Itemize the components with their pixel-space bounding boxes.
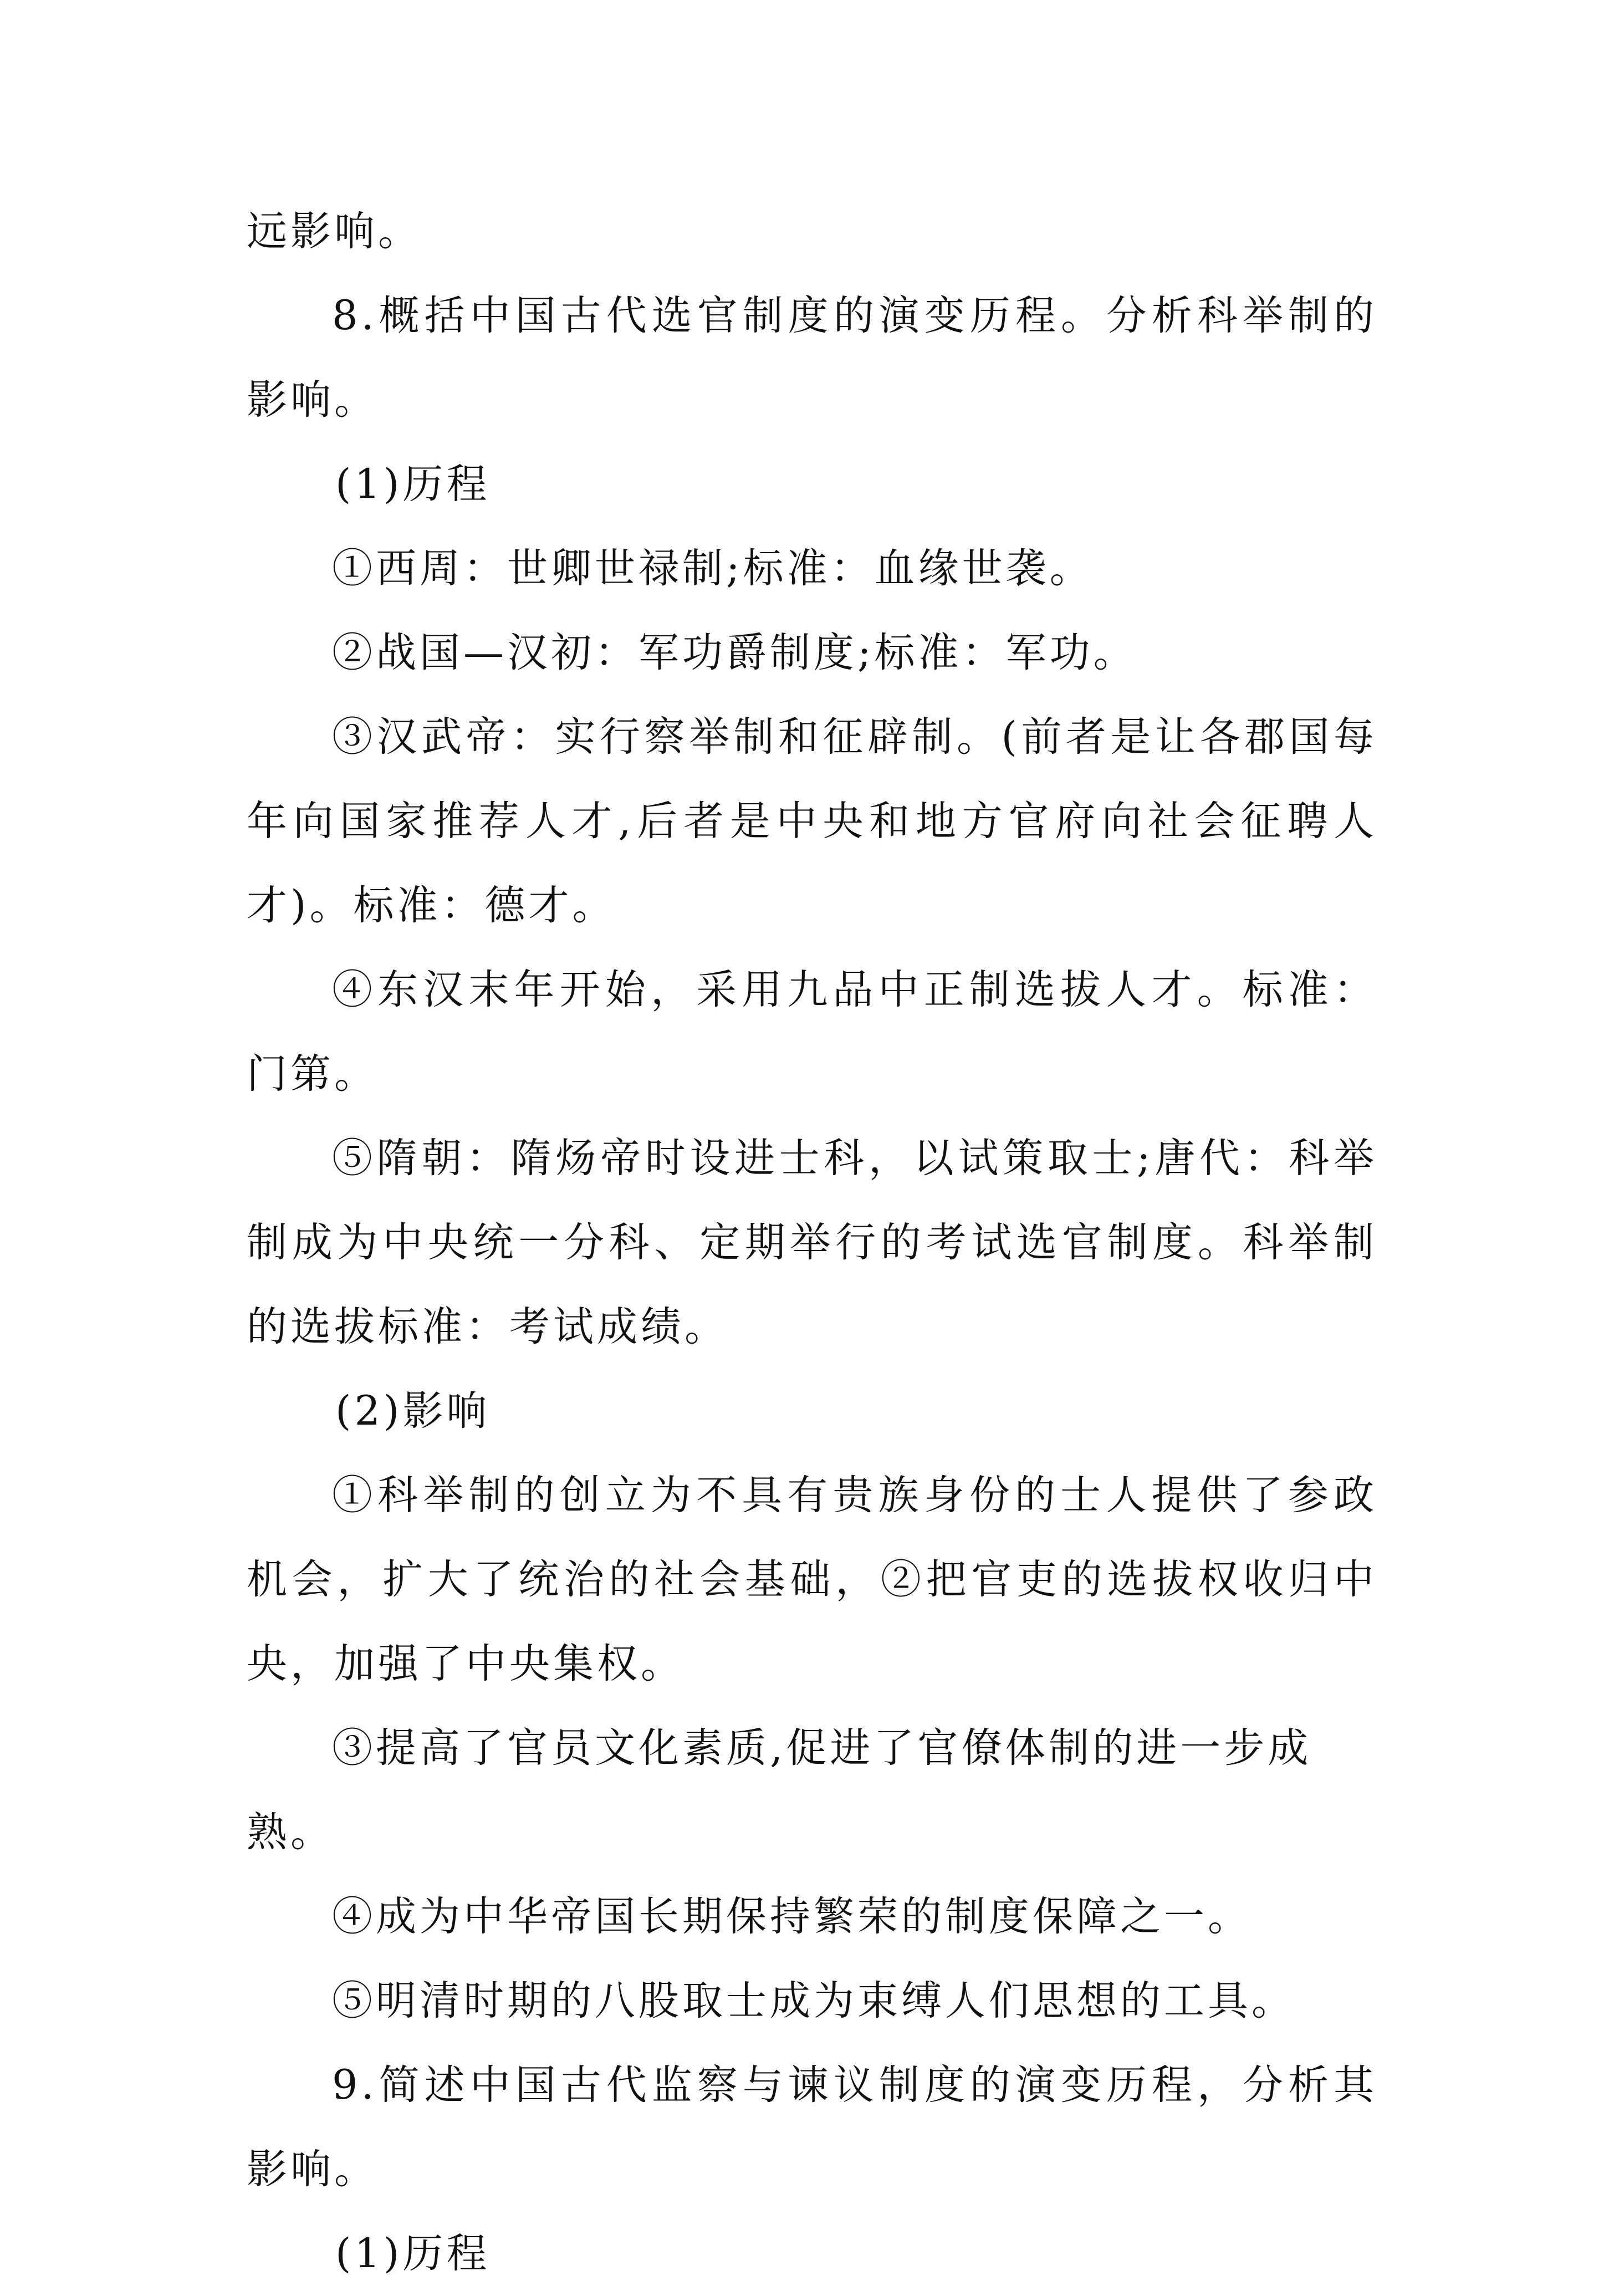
list-item-sui-tang: ⑤隋朝：隋炀帝时设进士科，以试策取士;唐代：科举制成为中央统一分科、定期举行的考试选官制度。科举制的选拔标准：考试成绩。 bbox=[247, 1135, 1377, 1350]
question-8: 8.概括中国古代选官制度的演变历程。分析科举制的影响。 bbox=[247, 292, 1377, 424]
section-heading-history: (1)历程 bbox=[335, 461, 491, 508]
list-item-influence-5: ⑤明清时期的八股取士成为束缚人们思想的工具。 bbox=[332, 1977, 1295, 2024]
list-item-influence-1-2: ①科举制的创立为不具有贵族身份的士人提供了参政机会，扩大了统治的社会基础，②把官吏的选拔权收归中央，加强了中央集权。 bbox=[247, 1472, 1377, 1687]
list-item-western-zhou: ①西周：世卿世禄制;标准：血缘世袭。 bbox=[332, 545, 1094, 592]
continuation-paragraph: 远影响。 bbox=[247, 208, 422, 255]
list-item-warring-states: ②战国—汉初：军功爵制度;标准：军功。 bbox=[332, 629, 1137, 676]
list-item-eastern-han: ④东汉末年开始，采用九品中正制选拔人才。标准：门第。 bbox=[247, 966, 1377, 1098]
list-item-han-wudi: ③汉武帝：实行察举制和征辟制。(前者是让各郡国每年向国家推荐人才,后者是中央和地方官府向社会征聘人才)。标准：德才。 bbox=[247, 713, 1377, 929]
list-item-influence-4: ④成为中华帝国长期保持繁荣的制度保障之一。 bbox=[332, 1893, 1251, 1940]
section-heading-history-2: (1)历程 bbox=[335, 2230, 491, 2277]
section-heading-influence: (2)影响 bbox=[335, 1387, 491, 1435]
list-item-influence-3: ③提高了官员文化素质,促进了官僚体制的进一步成熟。 bbox=[247, 1724, 1312, 1856]
document-body bbox=[247, 190, 1377, 2296]
question-9: 9.简述中国古代监察与谏议制度的演变历程，分析其影响。 bbox=[247, 2062, 1377, 2193]
